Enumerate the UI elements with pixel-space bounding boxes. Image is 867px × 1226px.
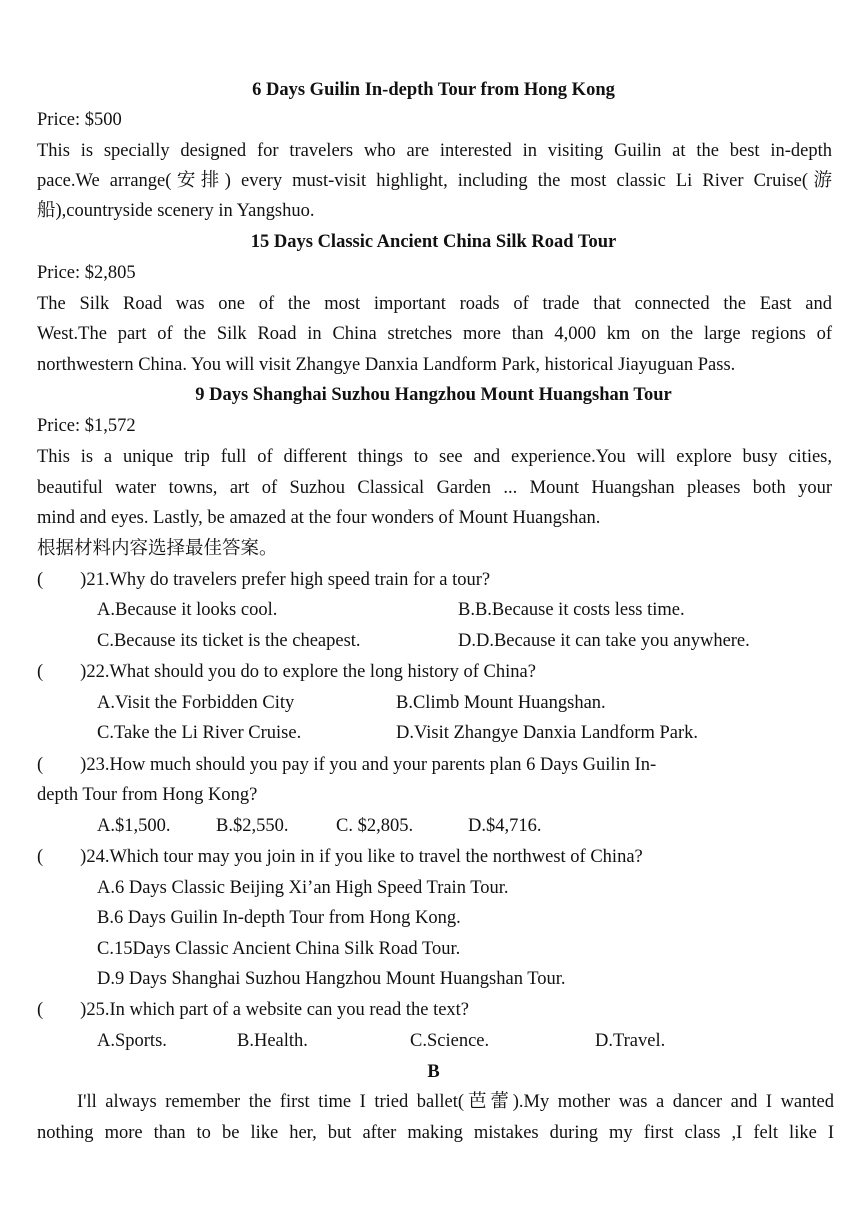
question-23-stem-cont: depth Tour from Hong Kong? [37, 785, 258, 805]
q24-option-d[interactable]: D.9 Days Shanghai Suzhou Hangzhou Mount Huangshan Tour. [97, 969, 566, 989]
q22-option-d[interactable]: D.Visit Zhangye Danxia Landform Park. [396, 723, 699, 743]
tour-2-title: 15 Days Classic Ancient China Silk Road Tour [250, 232, 617, 252]
q25-option-c[interactable]: C.Science. [410, 1031, 490, 1051]
tour-2-desc-line: northwestern China. You will visit Zhangye Danxia Landform Park, historical Jiayuguan Pass. [37, 355, 736, 375]
tour-1-title: 6 Days Guilin In-depth Tour from Hong Kong [252, 80, 615, 100]
question-23-stem: ( )23.How much should you pay if you and your parents plan 6 Days Guilin In- [37, 755, 657, 775]
instruction: 根据材料内容选择最佳答案。 [37, 539, 278, 559]
q25-option-d[interactable]: D.Travel. [595, 1031, 666, 1051]
q24-option-a[interactable]: A.6 Days Classic Beijing Xi’an High Speed Train Tour. [97, 878, 509, 898]
q23-option-b[interactable]: B.$2,550. [216, 816, 289, 836]
q22-option-b[interactable]: B.Climb Mount Huangshan. [396, 693, 606, 713]
q24-option-b[interactable]: B.6 Days Guilin In-depth Tour from Hong Kong. [97, 908, 461, 928]
tour-1-price: Price: $500 [37, 110, 122, 130]
q21-option-b[interactable]: B.B.Because it costs less time. [458, 600, 685, 620]
tour-2-desc-line: West.The part of the Silk Road in China stretches more than 4,000 km on the large regions of [37, 324, 832, 344]
question-24-stem: ( )24.Which tour may you join in if you like to travel the northwest of China? [37, 847, 643, 867]
question-21-stem: ( )21.Why do travelers prefer high speed train for a tour? [37, 570, 491, 590]
tour-2-price: Price: $2,805 [37, 263, 136, 283]
q23-option-a[interactable]: A.$1,500. [97, 816, 171, 836]
passage-line: I'll always remember the first time I tried ballet(芭蕾).My mother was a dancer and I wanted [77, 1092, 834, 1112]
tour-3-desc-line: beautiful water towns, art of Suzhou Classical Garden ... Mount Huangshan pleases both your [37, 478, 832, 498]
tour-1-desc-line: 船),countryside scenery in Yangshuo. [37, 201, 315, 221]
q23-option-d[interactable]: D.$4,716. [468, 816, 542, 836]
tour-1-desc-line: This is specially designed for travelers who are interested in visiting Guilin at the best in-depth [37, 141, 832, 161]
q22-option-c[interactable]: C.Take the Li River Cruise. [97, 723, 302, 743]
question-25-stem: ( )25.In which part of a website can you read the text? [37, 1000, 470, 1020]
q21-option-d[interactable]: D.D.Because it can take you anywhere. [458, 631, 750, 651]
question-22-stem: ( )22.What should you do to explore the long history of China? [37, 662, 536, 682]
q25-option-a[interactable]: A.Sports. [97, 1031, 167, 1051]
q22-option-a[interactable]: A.Visit the Forbidden City [97, 693, 295, 713]
q24-option-c[interactable]: C.15Days Classic Ancient China Silk Road Tour. [97, 939, 461, 959]
q21-option-a[interactable]: A.Because it looks cool. [97, 600, 278, 620]
section-b-heading: B [427, 1062, 440, 1082]
tour-3-desc-line: mind and eyes. Lastly, be amazed at the four wonders of Mount Huangshan. [37, 508, 601, 528]
q25-option-b[interactable]: B.Health. [237, 1031, 308, 1051]
tour-1-desc-line: pace.We arrange(安排) every must-visit highlight, including the most classic Li River Cruise(游 [37, 171, 832, 191]
tour-3-price: Price: $1,572 [37, 416, 136, 436]
passage-line: nothing more than to be like her, but after making mistakes during my first class ,I felt like I [37, 1123, 834, 1143]
tour-2-desc-line: The Silk Road was one of the most important roads of trade that connected the East and [37, 294, 832, 314]
tour-3-title: 9 Days Shanghai Suzhou Hangzhou Mount Huangshan Tour [195, 385, 672, 405]
q23-option-c[interactable]: C. $2,805. [336, 816, 414, 836]
tour-3-desc-line: This is a unique trip full of different things to see and experience.You will explore busy cities, [37, 447, 832, 467]
q21-option-c[interactable]: C.Because its ticket is the cheapest. [97, 631, 361, 651]
